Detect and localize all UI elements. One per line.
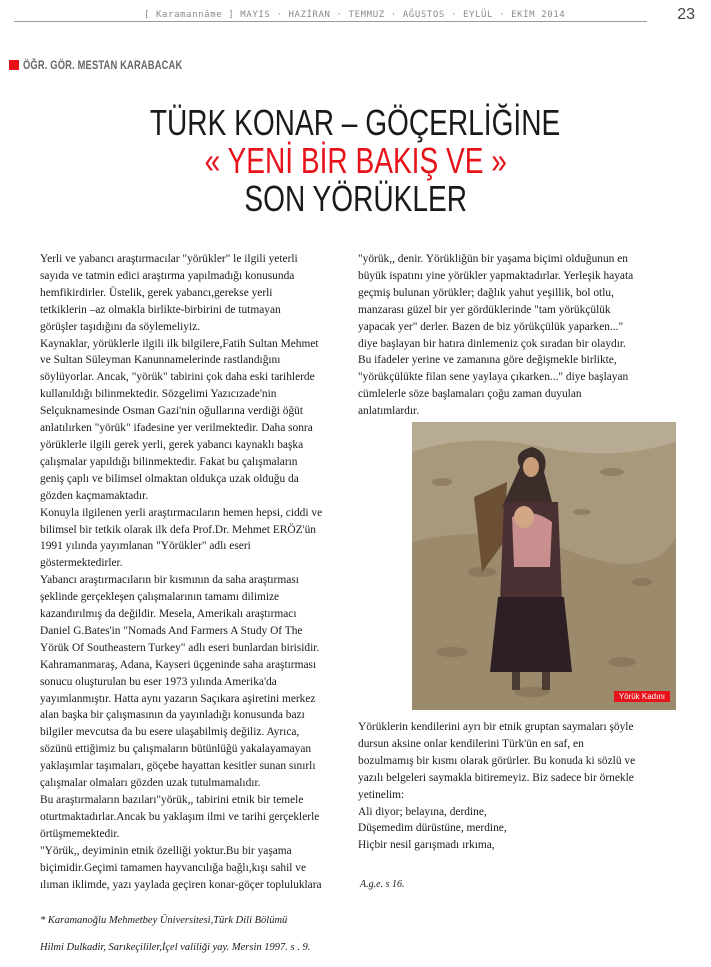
body-text-line: büyük ispatını yine yörükler yapmaktadırlar. Yerleşik hayata: [358, 269, 634, 282]
body-text-line: Yerli ve yabancı araştırmacılar "yörükler" le ilgili yeterli: [40, 253, 298, 265]
body-text-line: bilgiler mevcutsa da bu esere ulaşabilmiş değiliz. Ayrıca,: [40, 726, 300, 739]
body-text-line: geniş çaplı ve bilimsel olmaktan oldukça uzak olduğu da: [40, 472, 299, 485]
body-text-line: Yörük Of Southeastern Turkey" adlı eseri bunlardan birisidir.: [40, 641, 320, 654]
body-text-line: sayıda ve tatmin edici araştırma yapılmadığı konusunda: [40, 269, 295, 282]
body-text-line: kullanıldığı bilinmektedir. Sözgelimi Yazıcızade'nin: [40, 388, 277, 401]
body-text-line: anlatımlardır.: [358, 405, 420, 418]
body-text-line: şeklinde gerçekleşen çalışmalarının tamamı dilimize: [40, 591, 280, 604]
body-text-line: söylüyorlar. Ancak, "yörük" tabirini çok daha eski tarihlerde: [40, 371, 315, 384]
body-text-line: çalışmalar yapıldığı bilinmektedir. Fakat bu çalışmaların: [40, 455, 298, 468]
body-text-line: biçimidir.Geçimi tamamen hayvancılığa bağlı,kışı sahil ve: [40, 861, 307, 874]
body-text-line: yörüklerle ilgili gerek yerli, gerek yabancı kaynaklı başka: [40, 438, 304, 451]
body-text-line: yazılı belgeleri saymakla bitiremeyiz. Biz sadece bir örnekle: [358, 771, 634, 784]
body-text-line: kazandırılmış da değildir. Mesela, Amerikalı araştırmacı: [40, 608, 297, 621]
body-text-line: yapacak yer" derler. Bazen de biz yörükçülük yaparken...": [358, 320, 624, 333]
body-text-line: oturtmaktadırlar.Ancak bu yaklaşım ilmi ve tarihi gerçeklerle: [40, 810, 320, 823]
body-text-line: yayımlanmıştır. Hatta aynı yazarın Saçıkara aşiretini merkez: [40, 692, 316, 705]
body-text-line: Kahramanmaraş, Adana, Kayseri üçgeninde saha araştırması: [40, 658, 317, 671]
author-byline: [9, 58, 227, 72]
body-text-line: görüşler taşıdığını da söylemeliyiz.: [40, 320, 201, 333]
body-text-line: cümlelerle söze başlamaları çoğu zaman duyulan: [358, 388, 582, 401]
body-text-line: tetkiklerin –az olmakla birlikte-birbirini de tutmayan: [40, 303, 281, 316]
photo-illustration: [412, 422, 676, 710]
body-text-line: "yörük,, denir. Yörükliğün bir yaşama biçimi olduğunun en: [358, 253, 628, 265]
body-text-line: bozulmamış bir kısmı olarak görürler. Bu konuda ki sözlü ve: [358, 754, 636, 767]
body-text-line: göstermektedirler.: [40, 557, 123, 570]
running-title: [ Karamannâme ] MAYIS · HAZİRAN · TEMMUZ · AĞUSTOS · EYLÜL · EKİM 2014: [144, 10, 566, 20]
body-text-line: Kaynaklar, yörüklerle ilgili ilk bilgilere,Fatih Sultan Mehmet: [40, 337, 319, 350]
body-text-line: yetinelim:: [358, 788, 405, 801]
body-text-line: Konuyla ilgilenen yerli araştırmacıların hemen hepsi, ciddi ve: [40, 506, 323, 519]
title-line-1: TÜRK KONAR – GÖÇERLİĞİNE: [150, 102, 561, 143]
body-text-line: Daniel G.Bates'in "Nomads And Farmers A Study Of The: [40, 624, 303, 637]
photo-caption: Yörük Kadını: [614, 691, 670, 702]
body-text-line: sonucu oluşturulan bu eser 1973 yılında Amerika'da: [40, 675, 277, 688]
body-text-line: alan başka bir çalışmasının da yayınladığı konusunda bazı: [40, 709, 305, 722]
body-text-line: anlatılırken "yörük" ifadesine yer verilmektedir. Daha sonra: [40, 422, 313, 435]
author-name: ÖĞR. GÖR. MESTAN KARABACAK: [23, 58, 183, 72]
body-text-line: örtüşmemektedir.: [40, 827, 120, 840]
body-text-line: "Yörük,, deyiminin etnik özelliği yoktur.Bu bir yaşama: [40, 844, 292, 857]
body-text-line: gözden kaçmamaktadır.: [40, 489, 149, 502]
body-text-line: geçmiş bulunan yörükler; dağlık yahut yeşillik, bol otlu,: [358, 286, 614, 299]
body-text-line: Yabancı araştırmacıların bir kısmının da saha araştırması: [40, 574, 299, 587]
footnote-line: Hilmi Dulkadir, Sarıkeçililer,İçel valiliği yay. Mersin 1997. s . 9.: [40, 942, 311, 953]
body-text-line: yaklaşımlar taşımaları, göçebe hayattan kesitler sunan sınırlı: [40, 760, 316, 773]
body-text-line: bilimsel bir tetkik olarak ilk defa Prof.Dr. Mehmet ERÖZ'ün: [40, 523, 317, 536]
footnote: [40, 901, 340, 967]
footnote-line: * Karamanoğlu Mehmetbey Üniversitesi,Türk Dili Bölümü: [40, 914, 288, 926]
title-line-2: « YENİ BİR BAKIŞ VE »: [204, 140, 507, 181]
right-column-top: [358, 251, 678, 420]
body-text-line: Ali diyor; belayına, derdine,: [358, 805, 487, 818]
red-square-icon: [9, 60, 19, 70]
body-text-line: dursun aksine onlar kendilerini Türk'ün en saf, en: [358, 737, 584, 750]
body-text-line: Düşemedim dürüstüne, merdine,: [358, 822, 507, 835]
page-header: [14, 6, 697, 28]
right-column-bottom: [358, 719, 683, 854]
body-text-line: manzarası güzel bir yer gördüklerinde "tam yörükçülük: [358, 303, 611, 316]
photo-yoruk-woman: [412, 422, 676, 710]
header-rule: [14, 21, 647, 22]
body-text-line: "yörükçülükte filan sene yaylaya çıkarken..." diye başlayan: [358, 371, 629, 384]
body-text-line: ve Sultan Süleyman Kanunnamelerinde rastlandığını: [40, 354, 281, 367]
body-text-line: Bu araştırmaların bazıları"yörük,, tabirini etnik bir temele: [40, 794, 304, 806]
body-text-line: ılıman iklimde, yazı yaylada geçiren konar-göçer topluluklara: [40, 878, 322, 891]
body-text-line: diye başlayan bir hatıra dinlemeniz çok sıradan bir olaydır.: [358, 337, 626, 350]
title-line-3: SON YÖRÜKLER: [244, 178, 467, 219]
left-column: [40, 251, 336, 893]
body-text-line: 1991 yılında yayımlanan "Yörükler" adlı eseri: [40, 540, 251, 553]
body-text-line: Bu ifadeler yerine ve zamanına göre değişmekle birlikte,: [358, 354, 617, 367]
body-text-line: Yörüklerin kendilerini ayrı bir etnik gruptan saymaları şöyle: [358, 721, 634, 733]
body-text-line: Selçuknamesinde Osman Gazi'nin oğullarına verdiği öğüt: [40, 405, 304, 418]
reference-note: A.g.e. s 16.: [360, 879, 405, 890]
body-text-line: çalışmalar olmaları gözden uzak tutulmamalıdır.: [40, 777, 261, 790]
page-number: 23: [677, 6, 695, 23]
body-text-line: sözünü ettiğimiz bu çalışmaların bütünlüğü yakalayamayan: [40, 743, 312, 756]
article-title: [0, 104, 711, 218]
body-text-line: hemfikirdirler. Üstelik, gerek yabancı,gerekse yerli: [40, 286, 273, 299]
body-text-line: Hiçbir nesil garışmadı ırkıma,: [358, 839, 495, 852]
